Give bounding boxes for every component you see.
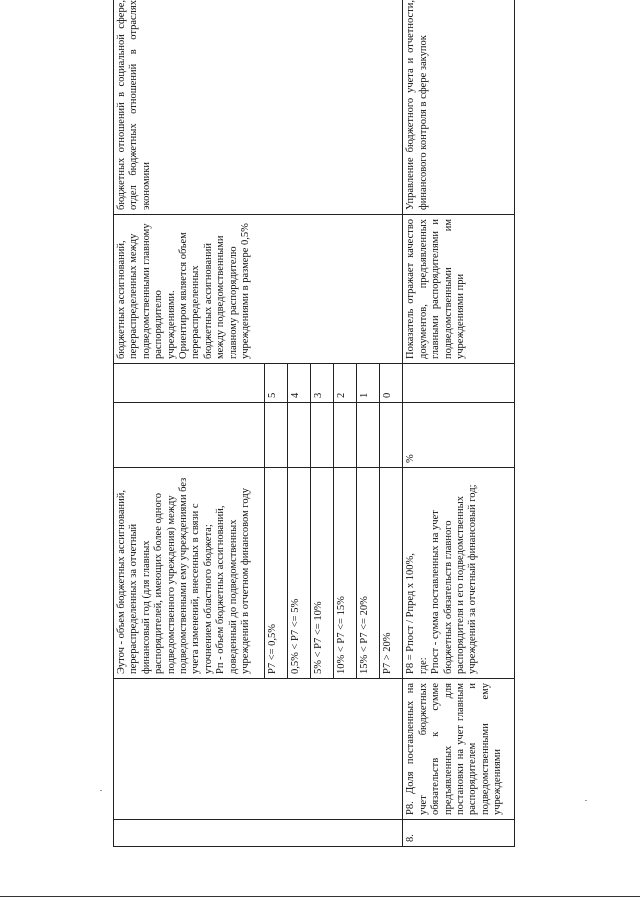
scale-score: 2: [334, 364, 357, 403]
scale-condition: 5% < P7 <= 10%: [311, 468, 334, 679]
cell-name-8: P8. Доля поставленных на учет бюджетных обязательств к сумме предъявленных для постановки на учет главным распорядителем и подведомственными ему учреждениями: [403, 679, 515, 820]
scale-unit: [311, 403, 334, 468]
cell-comment-8: Показатель отражает качество документов, предъявленных главными распорядителями и подведомственными им учреждениями при: [403, 215, 515, 364]
scale-unit: [265, 403, 288, 468]
cell-score-8: [403, 364, 515, 403]
cell-formula-text: Эуточ - объем бюджетных ассигнований, перераспределенных за отчетный финансовый год (для главных распорядителей, имеющих более одного подведомственного учреждения) между подведомственными ему учреждениями без учета изменений, внесенных в связи с уточнением областного бюджета; Рп - объем бюджетных ассигнований, доведенный до подведомственных учреждений в отчетном финансовом году: [114, 468, 265, 679]
cell-responsible-prev: бюджетных отношений в социальной сфере, отдел бюджетных отношений в отраслях экономики: [114, 0, 403, 215]
scale-unit: [334, 403, 357, 468]
scale-unit: [380, 403, 403, 468]
cell-responsible-8: Управление бюджетного учета и отчетности, финансового контроля в сфере закупок: [403, 0, 515, 215]
cell-unit-8: %: [403, 403, 515, 468]
table-row-prev: [114, 0, 265, 847]
scale-condition: 0,5% < P7 <= 5%: [288, 468, 311, 679]
cell-comment-prev: бюджетных ассигнований, перераспределенных между подведомственными главному распорядителю учреждениями. Ориентиром является объем перераспределенных бюджетных ассигнований между подведомственными главному распорядителю учреждениями в размере 0,5%: [114, 215, 403, 364]
scan-speck: [100, 790, 102, 791]
document-table-rotated: [113, 0, 515, 847]
page-bottom-rule: [0, 896, 640, 897]
cell-unit-prev: [114, 403, 265, 468]
indicator-table: [113, 0, 515, 847]
table-row-8: [403, 0, 515, 847]
rotated-document: [113, 0, 515, 847]
cell-name-prev: [114, 679, 403, 820]
cell-score-empty: [114, 364, 265, 403]
scale-score: 1: [357, 364, 380, 403]
scale-unit: [357, 403, 380, 468]
scale-score: 5: [265, 364, 288, 403]
scale-condition: 10% < P7 <= 15%: [334, 468, 357, 679]
scan-speck: [585, 800, 587, 801]
scale-unit: [288, 403, 311, 468]
scale-condition: P7 <= 0,5%: [265, 468, 288, 679]
cell-num-8: 8.: [403, 820, 515, 847]
cell-formula-8: P8 = Рпост / Рпред x 100%, где: Рпост - сумма поставленных на учет бюджетных обязательств главного распорядителя и его подведомственных учреждений за отчетный финансовый год;: [403, 468, 515, 679]
scale-score: 4: [288, 364, 311, 403]
scale-condition: 15% < P7 <= 20%: [357, 468, 380, 679]
cell-num-prev: [114, 820, 403, 847]
scale-condition: P7 > 20%: [380, 468, 403, 679]
scale-score: 3: [311, 364, 334, 403]
scale-score: 0: [380, 364, 403, 403]
